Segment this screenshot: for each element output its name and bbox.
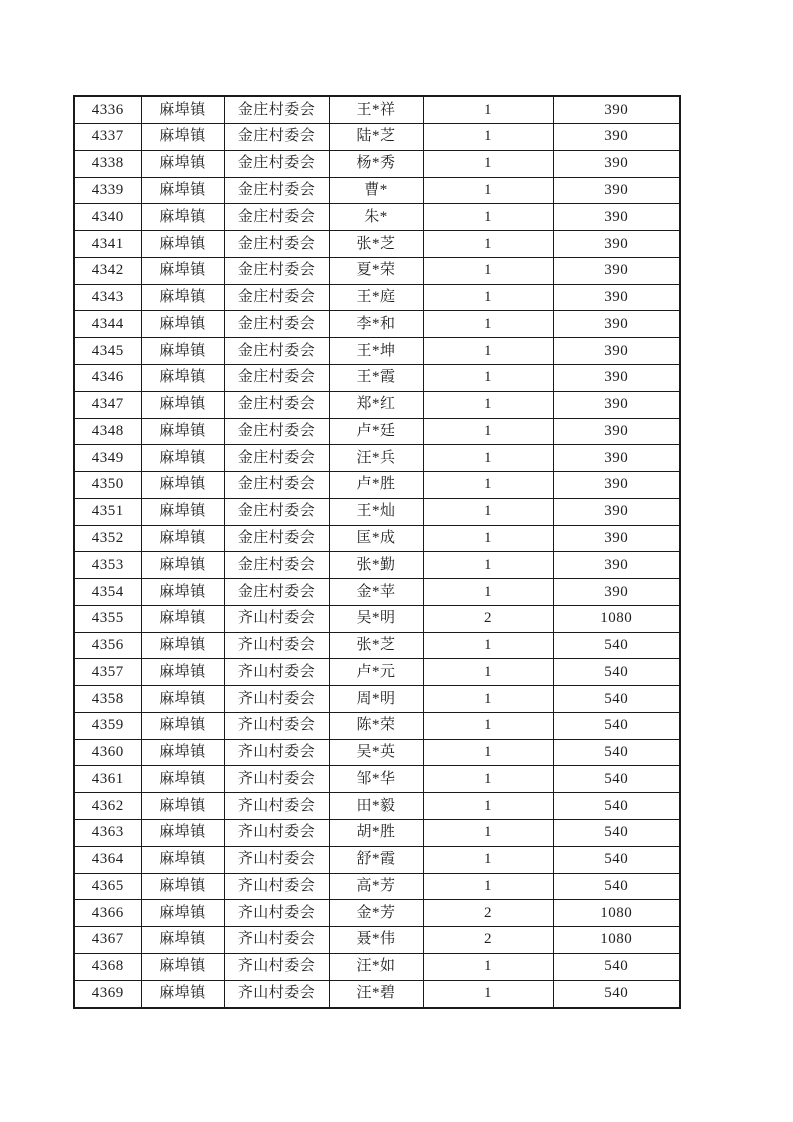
- cell-town: 麻埠镇: [141, 980, 224, 1008]
- cell-count: 1: [423, 525, 553, 552]
- cell-person-name: 胡*胜: [329, 820, 423, 847]
- cell-count: 1: [423, 472, 553, 499]
- cell-serial-number: 4351: [74, 498, 141, 525]
- cell-serial-number: 4349: [74, 445, 141, 472]
- cell-village-committee: 齐山村委会: [224, 793, 329, 820]
- cell-serial-number: 4344: [74, 311, 141, 338]
- cell-serial-number: 4358: [74, 686, 141, 713]
- cell-amount: 540: [553, 686, 680, 713]
- cell-town: 麻埠镇: [141, 311, 224, 338]
- cell-serial-number: 4367: [74, 927, 141, 954]
- table-row: [74, 873, 680, 900]
- cell-town: 麻埠镇: [141, 632, 224, 659]
- cell-town: 麻埠镇: [141, 124, 224, 151]
- table-row: [74, 739, 680, 766]
- cell-town: 麻埠镇: [141, 927, 224, 954]
- cell-village-committee: 齐山村委会: [224, 605, 329, 632]
- cell-serial-number: 4343: [74, 284, 141, 311]
- cell-town: 麻埠镇: [141, 418, 224, 445]
- cell-serial-number: 4337: [74, 124, 141, 151]
- cell-village-committee: 齐山村委会: [224, 659, 329, 686]
- cell-amount: 540: [553, 632, 680, 659]
- cell-town: 麻埠镇: [141, 659, 224, 686]
- cell-village-committee: 金庄村委会: [224, 418, 329, 445]
- cell-count: 1: [423, 980, 553, 1008]
- table-row: [74, 900, 680, 927]
- cell-town: 麻埠镇: [141, 579, 224, 606]
- cell-village-committee: 齐山村委会: [224, 900, 329, 927]
- cell-count: 1: [423, 257, 553, 284]
- cell-serial-number: 4366: [74, 900, 141, 927]
- cell-person-name: 汪*碧: [329, 980, 423, 1008]
- table-row: [74, 338, 680, 365]
- cell-count: 1: [423, 579, 553, 606]
- cell-serial-number: 4350: [74, 472, 141, 499]
- cell-person-name: 陆*芝: [329, 124, 423, 151]
- cell-count: 1: [423, 124, 553, 151]
- cell-village-committee: 金庄村委会: [224, 284, 329, 311]
- cell-amount: 540: [553, 712, 680, 739]
- table-row: [74, 150, 680, 177]
- cell-count: 1: [423, 820, 553, 847]
- table-row: [74, 686, 680, 713]
- cell-amount: 390: [553, 498, 680, 525]
- cell-serial-number: 4336: [74, 96, 141, 124]
- table-body: [74, 96, 680, 1008]
- cell-serial-number: 4342: [74, 257, 141, 284]
- cell-village-committee: 齐山村委会: [224, 686, 329, 713]
- cell-person-name: 吴*英: [329, 739, 423, 766]
- cell-town: 麻埠镇: [141, 284, 224, 311]
- cell-person-name: 张*勤: [329, 552, 423, 579]
- cell-count: 1: [423, 338, 553, 365]
- cell-village-committee: 齐山村委会: [224, 632, 329, 659]
- cell-serial-number: 4341: [74, 231, 141, 258]
- cell-amount: 540: [553, 739, 680, 766]
- cell-amount: 540: [553, 846, 680, 873]
- cell-town: 麻埠镇: [141, 739, 224, 766]
- cell-town: 麻埠镇: [141, 766, 224, 793]
- cell-amount: 390: [553, 338, 680, 365]
- cell-person-name: 曹*: [329, 177, 423, 204]
- cell-town: 麻埠镇: [141, 338, 224, 365]
- cell-count: 2: [423, 605, 553, 632]
- cell-person-name: 杨*秀: [329, 150, 423, 177]
- cell-village-committee: 金庄村委会: [224, 150, 329, 177]
- cell-town: 麻埠镇: [141, 552, 224, 579]
- cell-village-committee: 金庄村委会: [224, 365, 329, 392]
- cell-person-name: 汪*如: [329, 953, 423, 980]
- cell-town: 麻埠镇: [141, 96, 224, 124]
- cell-amount: 540: [553, 766, 680, 793]
- cell-serial-number: 4356: [74, 632, 141, 659]
- cell-town: 麻埠镇: [141, 953, 224, 980]
- table-row: [74, 311, 680, 338]
- cell-person-name: 李*和: [329, 311, 423, 338]
- cell-serial-number: 4354: [74, 579, 141, 606]
- table-row: [74, 552, 680, 579]
- table-row: [74, 418, 680, 445]
- cell-town: 麻埠镇: [141, 498, 224, 525]
- cell-serial-number: 4347: [74, 391, 141, 418]
- cell-village-committee: 金庄村委会: [224, 338, 329, 365]
- cell-village-committee: 金庄村委会: [224, 231, 329, 258]
- cell-town: 麻埠镇: [141, 712, 224, 739]
- cell-amount: 540: [553, 873, 680, 900]
- cell-person-name: 卢*胜: [329, 472, 423, 499]
- cell-town: 麻埠镇: [141, 686, 224, 713]
- cell-town: 麻埠镇: [141, 177, 224, 204]
- cell-count: 1: [423, 445, 553, 472]
- cell-village-committee: 齐山村委会: [224, 953, 329, 980]
- cell-town: 麻埠镇: [141, 605, 224, 632]
- cell-village-committee: 金庄村委会: [224, 525, 329, 552]
- table-row: [74, 96, 680, 124]
- cell-village-committee: 金庄村委会: [224, 257, 329, 284]
- cell-serial-number: 4364: [74, 846, 141, 873]
- table-row: [74, 472, 680, 499]
- cell-amount: 1080: [553, 900, 680, 927]
- table-row: [74, 712, 680, 739]
- cell-person-name: 张*芝: [329, 632, 423, 659]
- cell-amount: 390: [553, 177, 680, 204]
- table-row: [74, 204, 680, 231]
- cell-person-name: 田*毅: [329, 793, 423, 820]
- cell-serial-number: 4363: [74, 820, 141, 847]
- table-row: [74, 820, 680, 847]
- cell-town: 麻埠镇: [141, 231, 224, 258]
- cell-village-committee: 金庄村委会: [224, 472, 329, 499]
- cell-person-name: 匡*成: [329, 525, 423, 552]
- cell-town: 麻埠镇: [141, 900, 224, 927]
- cell-town: 麻埠镇: [141, 445, 224, 472]
- cell-town: 麻埠镇: [141, 472, 224, 499]
- cell-count: 1: [423, 659, 553, 686]
- cell-count: 1: [423, 365, 553, 392]
- cell-village-committee: 金庄村委会: [224, 391, 329, 418]
- cell-amount: 390: [553, 204, 680, 231]
- table-row: [74, 498, 680, 525]
- cell-person-name: 郑*红: [329, 391, 423, 418]
- cell-village-committee: 齐山村委会: [224, 846, 329, 873]
- cell-count: 1: [423, 766, 553, 793]
- cell-person-name: 王*霞: [329, 365, 423, 392]
- cell-village-committee: 金庄村委会: [224, 311, 329, 338]
- cell-count: 1: [423, 739, 553, 766]
- cell-person-name: 王*坤: [329, 338, 423, 365]
- cell-serial-number: 4357: [74, 659, 141, 686]
- table-row: [74, 365, 680, 392]
- cell-amount: 390: [553, 525, 680, 552]
- cell-serial-number: 4359: [74, 712, 141, 739]
- cell-person-name: 卢*廷: [329, 418, 423, 445]
- table-row: [74, 927, 680, 954]
- cell-serial-number: 4368: [74, 953, 141, 980]
- cell-village-committee: 齐山村委会: [224, 766, 329, 793]
- cell-town: 麻埠镇: [141, 820, 224, 847]
- cell-amount: 390: [553, 231, 680, 258]
- cell-town: 麻埠镇: [141, 525, 224, 552]
- cell-person-name: 卢*元: [329, 659, 423, 686]
- cell-village-committee: 金庄村委会: [224, 498, 329, 525]
- cell-town: 麻埠镇: [141, 204, 224, 231]
- cell-count: 1: [423, 284, 553, 311]
- cell-town: 麻埠镇: [141, 873, 224, 900]
- cell-town: 麻埠镇: [141, 150, 224, 177]
- cell-village-committee: 齐山村委会: [224, 873, 329, 900]
- cell-serial-number: 4339: [74, 177, 141, 204]
- cell-town: 麻埠镇: [141, 365, 224, 392]
- cell-count: 1: [423, 793, 553, 820]
- cell-amount: 390: [553, 552, 680, 579]
- cell-count: 1: [423, 311, 553, 338]
- cell-village-committee: 金庄村委会: [224, 177, 329, 204]
- cell-village-committee: 齐山村委会: [224, 712, 329, 739]
- cell-count: 1: [423, 686, 553, 713]
- cell-count: 1: [423, 231, 553, 258]
- cell-village-committee: 齐山村委会: [224, 820, 329, 847]
- cell-person-name: 王*灿: [329, 498, 423, 525]
- table-row: [74, 980, 680, 1008]
- cell-amount: 390: [553, 257, 680, 284]
- cell-person-name: 张*芝: [329, 231, 423, 258]
- cell-person-name: 聂*伟: [329, 927, 423, 954]
- cell-count: 1: [423, 418, 553, 445]
- table-row: [74, 579, 680, 606]
- cell-amount: 390: [553, 124, 680, 151]
- cell-serial-number: 4369: [74, 980, 141, 1008]
- cell-serial-number: 4338: [74, 150, 141, 177]
- table-row: [74, 445, 680, 472]
- cell-serial-number: 4348: [74, 418, 141, 445]
- table-row: [74, 284, 680, 311]
- cell-amount: 390: [553, 445, 680, 472]
- cell-count: 1: [423, 498, 553, 525]
- cell-village-committee: 金庄村委会: [224, 204, 329, 231]
- cell-town: 麻埠镇: [141, 391, 224, 418]
- cell-amount: 390: [553, 391, 680, 418]
- cell-serial-number: 4365: [74, 873, 141, 900]
- cell-serial-number: 4353: [74, 552, 141, 579]
- cell-serial-number: 4360: [74, 739, 141, 766]
- table-row: [74, 659, 680, 686]
- cell-village-committee: 金庄村委会: [224, 124, 329, 151]
- cell-count: 2: [423, 900, 553, 927]
- subsidy-table: [73, 95, 681, 1009]
- cell-person-name: 王*庭: [329, 284, 423, 311]
- table-row: [74, 231, 680, 258]
- cell-count: 1: [423, 177, 553, 204]
- cell-amount: 390: [553, 472, 680, 499]
- cell-amount: 540: [553, 659, 680, 686]
- cell-count: 1: [423, 632, 553, 659]
- cell-amount: 390: [553, 365, 680, 392]
- cell-count: 1: [423, 712, 553, 739]
- table-row: [74, 525, 680, 552]
- cell-amount: 390: [553, 418, 680, 445]
- cell-amount: 390: [553, 311, 680, 338]
- cell-town: 麻埠镇: [141, 846, 224, 873]
- cell-serial-number: 4361: [74, 766, 141, 793]
- cell-amount: 390: [553, 579, 680, 606]
- cell-person-name: 朱*: [329, 204, 423, 231]
- cell-person-name: 王*祥: [329, 96, 423, 124]
- cell-village-committee: 齐山村委会: [224, 927, 329, 954]
- cell-person-name: 金*芳: [329, 900, 423, 927]
- cell-amount: 540: [553, 793, 680, 820]
- cell-amount: 390: [553, 284, 680, 311]
- cell-serial-number: 4362: [74, 793, 141, 820]
- cell-serial-number: 4355: [74, 605, 141, 632]
- cell-count: 1: [423, 846, 553, 873]
- table-row: [74, 257, 680, 284]
- cell-amount: 1080: [553, 927, 680, 954]
- cell-amount: 1080: [553, 605, 680, 632]
- cell-count: 1: [423, 391, 553, 418]
- cell-village-committee: 齐山村委会: [224, 739, 329, 766]
- cell-person-name: 舒*霞: [329, 846, 423, 873]
- cell-count: 1: [423, 204, 553, 231]
- cell-count: 1: [423, 96, 553, 124]
- cell-count: 1: [423, 150, 553, 177]
- cell-person-name: 高*芳: [329, 873, 423, 900]
- cell-village-committee: 金庄村委会: [224, 445, 329, 472]
- cell-amount: 540: [553, 820, 680, 847]
- cell-person-name: 周*明: [329, 686, 423, 713]
- table-row: [74, 793, 680, 820]
- cell-person-name: 邹*华: [329, 766, 423, 793]
- table-row: [74, 124, 680, 151]
- table-row: [74, 177, 680, 204]
- cell-village-committee: 金庄村委会: [224, 552, 329, 579]
- cell-village-committee: 金庄村委会: [224, 579, 329, 606]
- cell-count: 1: [423, 873, 553, 900]
- cell-count: 1: [423, 552, 553, 579]
- table-row: [74, 766, 680, 793]
- cell-serial-number: 4345: [74, 338, 141, 365]
- cell-serial-number: 4346: [74, 365, 141, 392]
- table-row: [74, 605, 680, 632]
- cell-person-name: 陈*荣: [329, 712, 423, 739]
- cell-serial-number: 4352: [74, 525, 141, 552]
- cell-person-name: 吴*明: [329, 605, 423, 632]
- cell-person-name: 汪*兵: [329, 445, 423, 472]
- table-row: [74, 953, 680, 980]
- cell-town: 麻埠镇: [141, 257, 224, 284]
- cell-village-committee: 金庄村委会: [224, 96, 329, 124]
- cell-amount: 540: [553, 980, 680, 1008]
- cell-count: 1: [423, 953, 553, 980]
- cell-person-name: 金*苹: [329, 579, 423, 606]
- cell-town: 麻埠镇: [141, 793, 224, 820]
- cell-village-committee: 齐山村委会: [224, 980, 329, 1008]
- cell-amount: 390: [553, 96, 680, 124]
- table-row: [74, 632, 680, 659]
- cell-amount: 540: [553, 953, 680, 980]
- cell-amount: 390: [553, 150, 680, 177]
- cell-count: 2: [423, 927, 553, 954]
- table-row: [74, 846, 680, 873]
- cell-serial-number: 4340: [74, 204, 141, 231]
- table-row: [74, 391, 680, 418]
- cell-person-name: 夏*荣: [329, 257, 423, 284]
